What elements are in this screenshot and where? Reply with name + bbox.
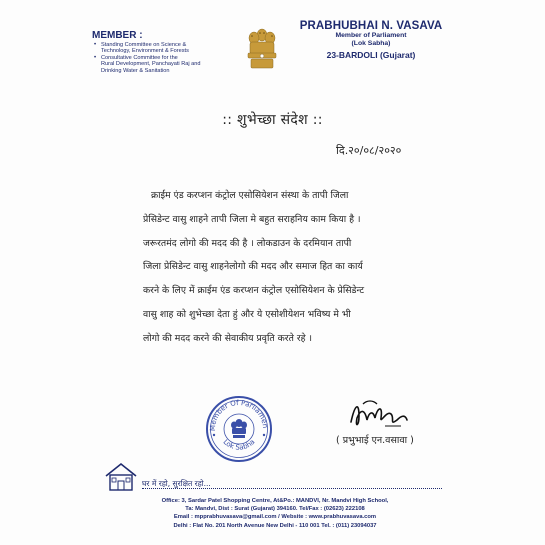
official-seal [205, 395, 273, 463]
letter-date: दि.२०/०८/२०२० [336, 144, 402, 157]
committee-line: Drinking Water & Sanitation [101, 67, 170, 74]
mp-house: (Lok Sabha) [351, 40, 391, 47]
letter-heading: :: शुभेच्छा संदेश :: [222, 112, 323, 128]
body-line: जरूरतमंद लोगो की मदद की है । लोकडाउन के दरमियान तापी [143, 237, 352, 249]
national-emblem-icon [240, 22, 284, 72]
body-line: जिला प्रेसिडेन्ट वासु शाहनेलोगो की मदद और समाज हित का कार्य [143, 261, 363, 273]
footer-line: Email : mpprabhuvasava@gmail.com / Website : www.prabhuvasava.com [173, 514, 377, 521]
member-committees [92, 30, 242, 74]
committee-line: • Consultative Committee for the [101, 54, 178, 61]
divider [142, 488, 442, 489]
committee-line: Technology, Environment & Forests [101, 48, 189, 55]
body-line: क्राईम एंड करप्शन कंट्रोल एसोसियेशन संस्था के तापी जिला [151, 190, 349, 201]
committee-item [101, 42, 242, 55]
house-icon [104, 462, 138, 492]
body-line: वासु शाह को शुभेच्छा देता हुं और ये एसोशीयेशन भविष्य मे भी [143, 308, 351, 320]
body-line: लोगो की मदद करने की सेवाकीय प्रवृति करते रहे । [143, 332, 313, 344]
seal-bottom-text: Lok Sabha [221, 437, 257, 452]
mp-title: Member of Parliament [335, 32, 407, 39]
footer-line: Office: 3, Sardar Patel Shopping Centre, At&Po.: MANDVI, Nr. Mandvi High School, [161, 498, 389, 504]
committee-line: • Standing Committee on Science & [101, 42, 187, 48]
body-line: प्रेसिडेन्ट वासु शाहने तापी जिला मे बहुत सराहनिय काम किया है । [143, 213, 361, 225]
letter-body [143, 189, 443, 356]
seal-top-text: Member Of Parliamen [208, 398, 270, 432]
handwritten-signature [345, 396, 415, 434]
footer-line: Delhi : Flat No. 201 North Avenue New Delhi - 110 001 Tel. : (011) 23094037 [173, 522, 377, 529]
committee-line: Rural Development, Panchayati Raj and [101, 61, 201, 68]
body-line: करने के लिए में क्राईम एंड करप्शन कंट्रोल एसोसियेशन के प्रेसिडेन्ट [143, 285, 365, 297]
mp-constituency: 23-BARDOLI (Gujarat) [326, 50, 416, 60]
committee-item [101, 55, 242, 74]
mp-identity [296, 20, 446, 60]
member-title: MEMBER : [92, 30, 143, 41]
committee-list [92, 42, 242, 74]
footer-line: Ta: Mandvi, Dist : Surat (Gujarat) 394160. Tel/Fax : (02623) 222108 [185, 506, 365, 513]
footer-address [110, 497, 440, 530]
footer-tagline: घर में रहो, सुरक्षित रहो... [142, 479, 211, 488]
signatory-name: ( प्रभुभाई एन.वसावा ) [336, 435, 414, 446]
mp-name: PRABHUBHAI N. VASAVA [299, 20, 443, 32]
